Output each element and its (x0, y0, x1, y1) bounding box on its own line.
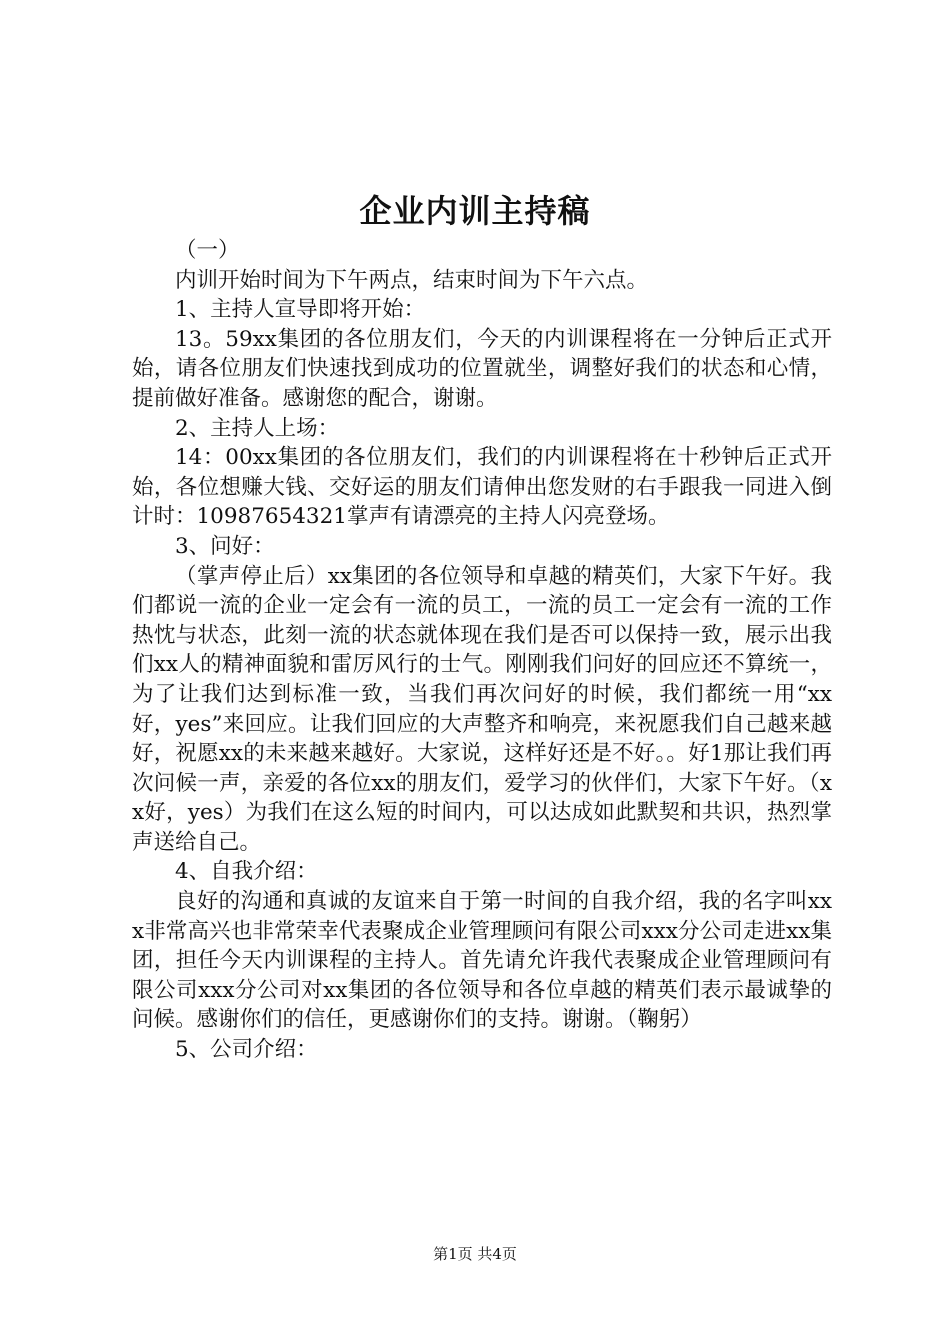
paragraph-heading-greeting: 3、问好： (175, 533, 275, 559)
paragraph-self-intro: 良好的沟通和真诚的友谊来自于第一时间的自我介绍，我的名字叫xxx非常高兴也非常荣幸代表聚成企业管理顾问有限公司xxx分公司走进xx集团，担任今天内训课程的主持人。首先请允许我代表聚成企业管理顾问有限公司xxx分公司对xx集团的各位领导和各位卓越的精英们表示最诚挚的问候。感谢你们的信任，更感谢你们的支持。谢谢。（鞠躬） (132, 889, 832, 1033)
paragraph-section-one-heading: （一） (175, 238, 240, 263)
paragraph-heading-announcement: 1、主持人宣导即将开始： (175, 297, 426, 323)
paragraph-heading-company-intro: 5、公司介绍： (175, 1037, 318, 1063)
paragraph-training-time: 内训开始时间为下午两点，结束时间为下午六点。 (175, 267, 649, 293)
page-number-footer: 第1页 共4页 (433, 1245, 517, 1263)
paragraph-heading-host-entrance: 2、主持人上场： (175, 415, 340, 441)
paragraph-announcement: 13。59xx集团的各位朋友们，今天的内训课程将在一分钟后正式开始，请各位朋友们快速找到成功的位置就坐，调整好我们的状态和心情，提前做好准备。感谢您的配合，谢谢。 (132, 326, 832, 411)
paragraph-heading-self-intro: 4、自我介绍： (175, 859, 318, 885)
paragraph-greeting: （掌声停止后）xx集团的各位领导和卓越的精英们，大家下午好。我们都说一流的企业一定会有一流的员工，一流的员工一定会有一流的工作热忱与状态，此刻一流的状态就体现在我们是否可以保持一致，展示出我们xx人的精神面貌和雷厉风行的士气。刚刚我们问好的回应还不算统一，为了让我们达到标准一致，当我们再次问好的时候，我们都统一用“xx好，yes”来回应。让我们回应的大声整齐和响亮，来祝愿我们自己越来越好，祝愿xx的未来越来越好。大家说，这样好还是不好。。好1那让我们再次问候一声，亲爱的各位xx的朋友们，爱学习的伙伴们，大家下午好。（xx好，yes）为我们在这么短的时间内，可以达成如此默契和共识，热烈掌声送给自己。 (132, 563, 832, 855)
document-title: 企业内训主持稿 (359, 192, 591, 230)
document-body (132, 236, 832, 1065)
paragraph-host-entrance: 14：00xx集团的各位朋友们，我们的内训课程将在十秒钟后正式开始，各位想赚大钱、交好运的朋友们请伸出您发财的右手跟我一同进入倒计时：10987654321掌声有请漂亮的主持人闪亮登场。 (132, 445, 832, 530)
